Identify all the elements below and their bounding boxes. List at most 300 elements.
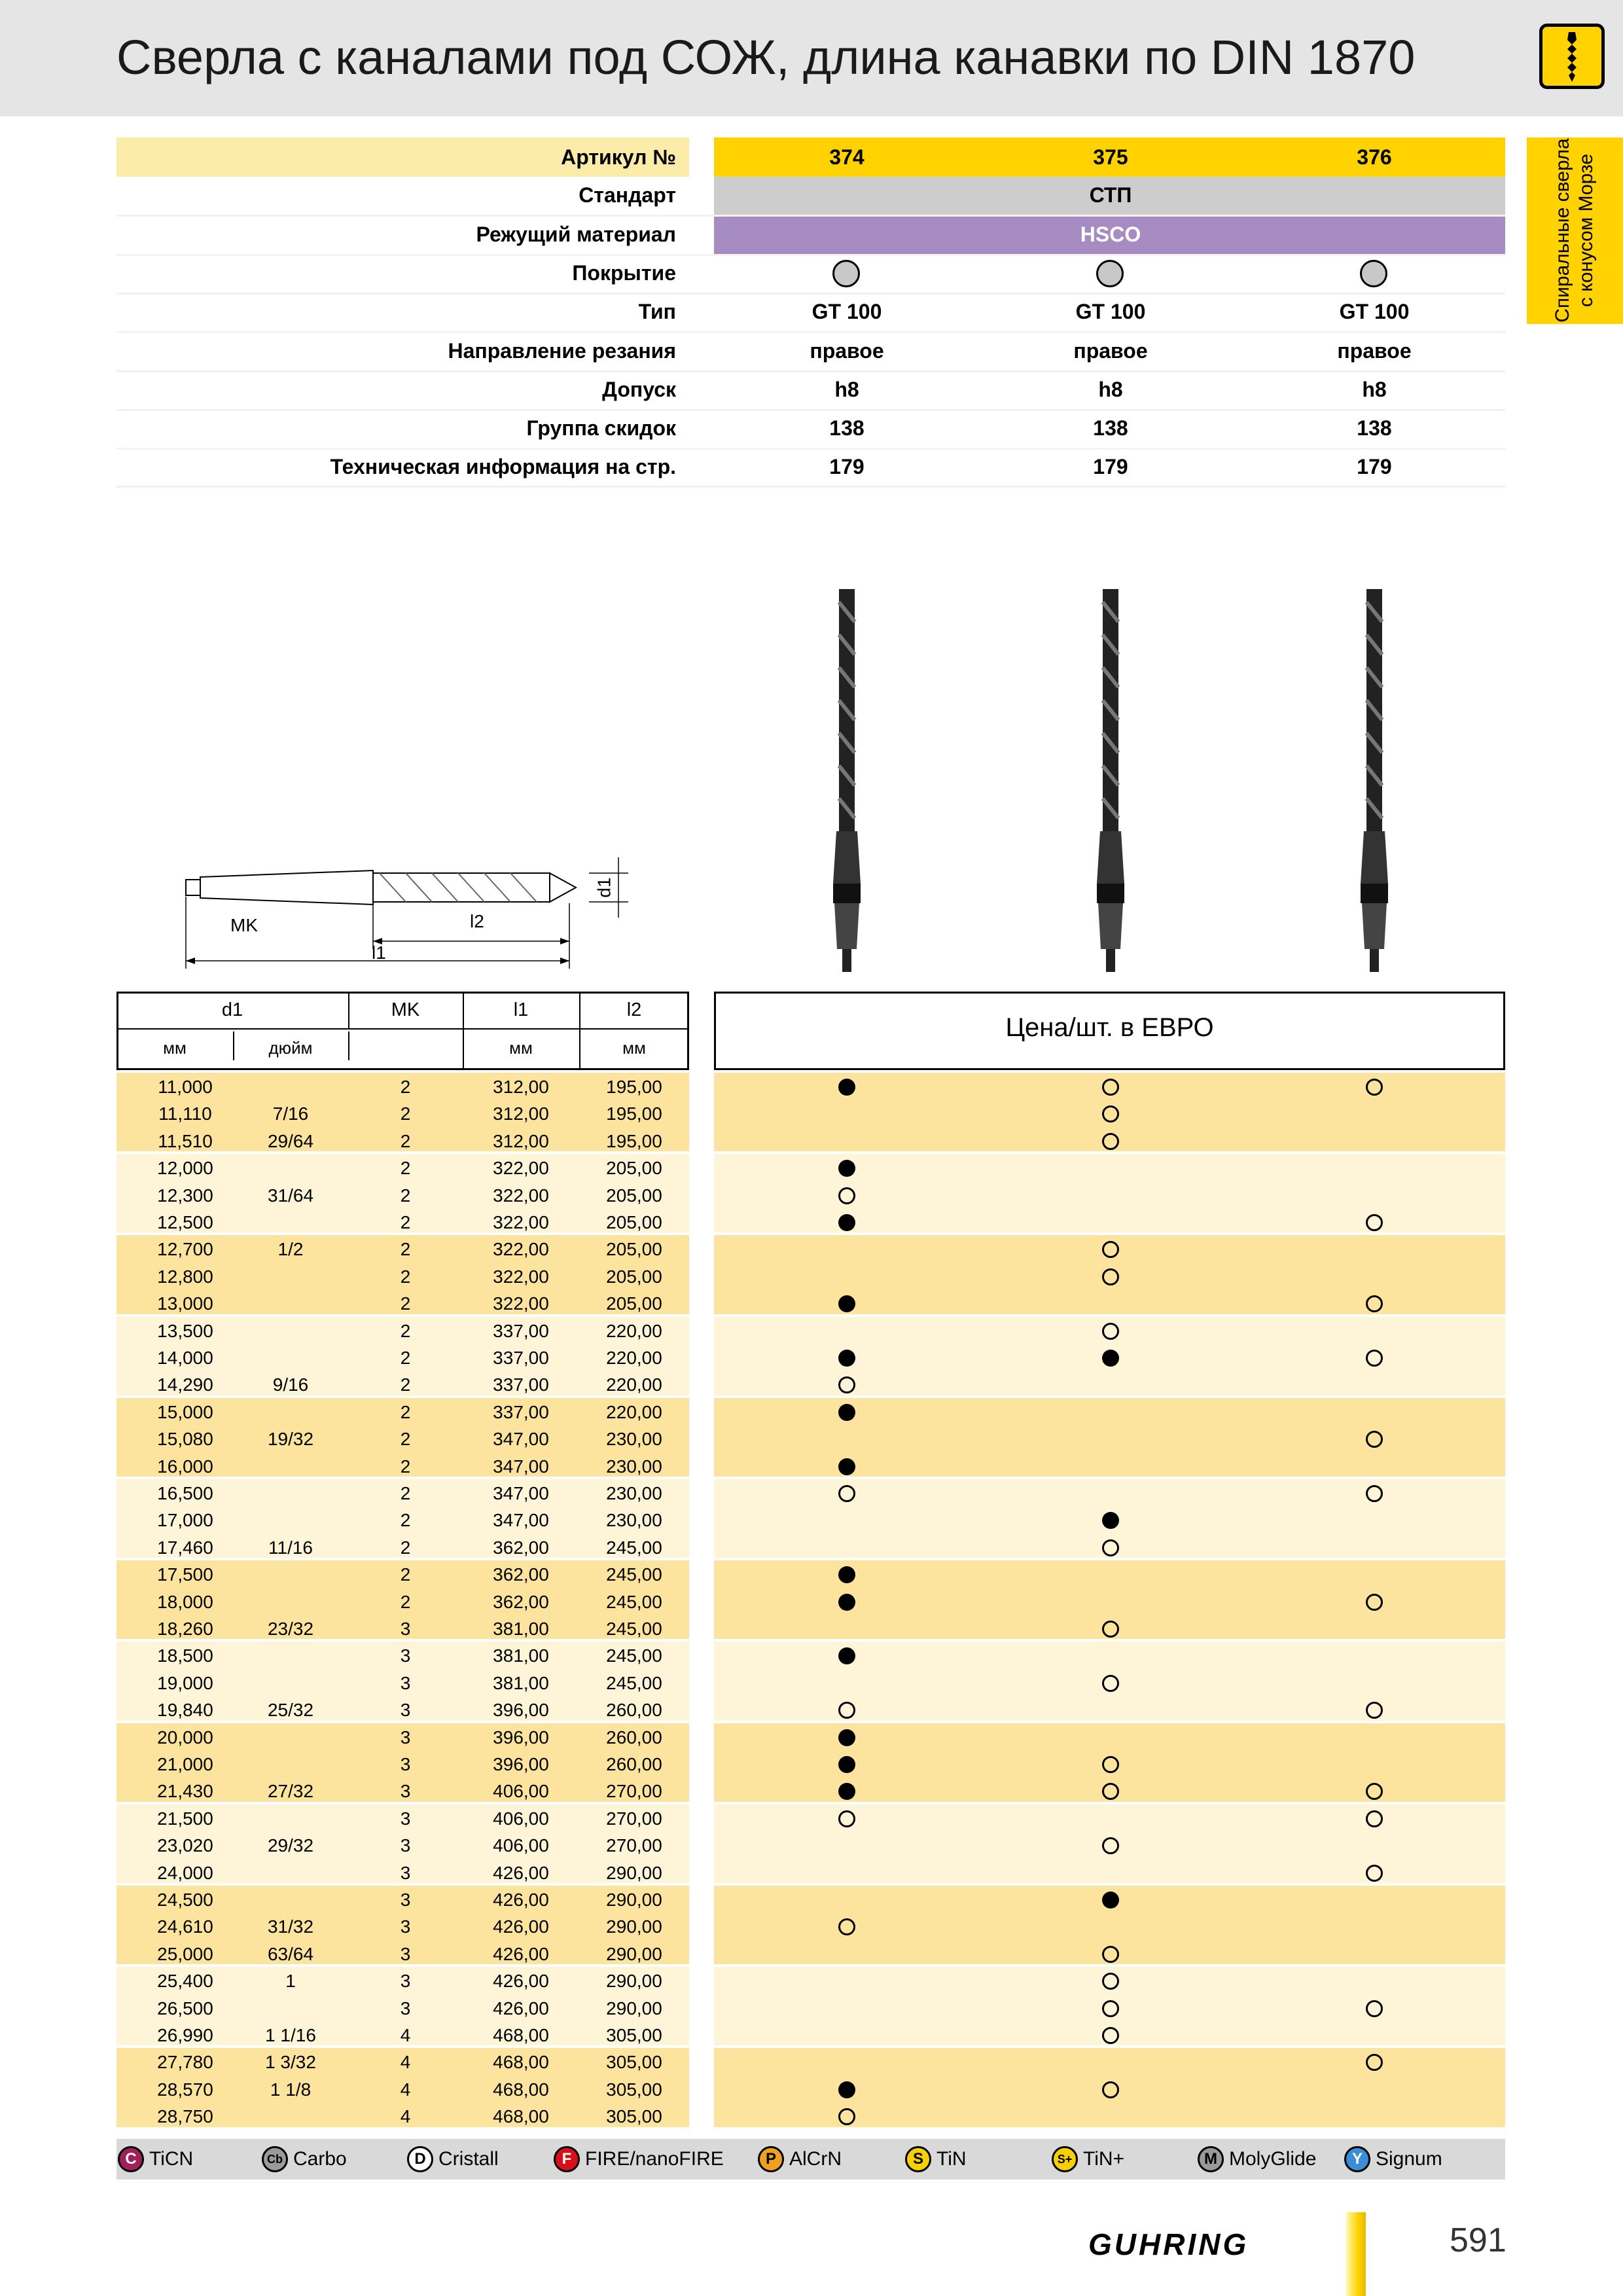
cell-flute-length: 290,00 [606,1998,662,2018]
stock-on-request-icon-376[interactable] [1366,2000,1383,2017]
cell-flute-length: 260,00 [606,1727,662,1748]
header-d1-mm: мм [163,1038,187,1058]
spec-row-divider [116,293,1505,295]
cell-diameter-mm: 14,000 [157,1348,213,1368]
cell-total-length: 347,00 [493,1429,549,1450]
cell-flute-length: 290,00 [606,1943,662,1964]
cell-diameter-mm: 12,300 [157,1185,213,1206]
stock-on-request-icon-375[interactable] [1102,1621,1119,1638]
cell-diameter-mm: 27,780 [157,2052,213,2073]
stock-on-request-icon-376[interactable] [1366,1350,1383,1367]
tech-info-375: 179 [1093,455,1128,478]
cell-diameter-mm: 17,000 [157,1510,213,1531]
cell-flute-length: 270,00 [606,1781,662,1802]
cell-morse-taper: 3 [400,1998,411,2018]
spec-row-divider [116,331,1505,333]
header-l2: l2 [626,999,642,1020]
direction-376: правое [1337,339,1412,363]
cell-total-length: 381,00 [493,1619,549,1639]
cell-morse-taper: 4 [400,2079,411,2100]
cell-diameter-mm: 24,000 [157,1862,213,1883]
cell-flute-length: 245,00 [606,1645,662,1666]
cell-flute-length: 205,00 [606,1293,662,1314]
discount-374: 138 [829,416,865,440]
cell-total-length: 468,00 [493,2052,549,2073]
spec-label-tolerance: Допуск [602,378,676,401]
spec-row-divider [116,370,1505,372]
stock-available-icon-374[interactable] [838,1594,855,1611]
cell-total-length: 347,00 [493,1456,549,1477]
cell-total-length: 337,00 [493,1401,549,1422]
cell-morse-taper: 2 [400,1103,411,1124]
cell-flute-length: 305,00 [606,2025,662,2045]
cell-morse-taper: 2 [400,1320,411,1341]
cell-diameter-mm: 11,110 [158,1103,212,1124]
cell-diameter-mm: 13,500 [157,1320,213,1341]
spec-label-direction: Направление резания [448,339,676,363]
cell-flute-length: 245,00 [606,1564,662,1585]
cell-diameter-mm: 28,750 [157,2106,213,2127]
cell-flute-length: 195,00 [606,1077,662,1097]
cell-total-length: 322,00 [493,1293,549,1314]
drill-photo-374 [817,583,876,975]
cell-morse-taper: 2 [400,1483,411,1503]
stock-available-icon-374[interactable] [838,1295,855,1312]
stock-available-icon-374[interactable] [838,1350,855,1367]
cell-diameter-inch: 29/64 [267,1130,314,1151]
cell-total-length: 396,00 [493,1700,549,1721]
cell-morse-taper: 3 [400,1754,411,1774]
cell-flute-length: 205,00 [606,1185,662,1206]
coating-fire-nanofire-icon: F [554,2146,580,2172]
coating-tin--icon: S+ [1052,2146,1078,2172]
row-group-band [714,1154,1505,1232]
cell-morse-taper: 3 [400,1916,411,1937]
cell-flute-length: 290,00 [606,1916,662,1937]
page-title: Сверла с каналами под СОЖ, длина канавки по DIN 1870 [116,30,1416,84]
cell-total-length: 468,00 [493,2106,549,2127]
cell-total-length: 322,00 [493,1212,549,1232]
header-l1-mm: мм [509,1038,533,1058]
cell-flute-length: 220,00 [606,1320,662,1341]
cell-morse-taper: 4 [400,2106,411,2127]
stock-available-icon-375[interactable] [1102,1892,1119,1909]
cell-morse-taper: 2 [400,1401,411,1422]
cell-morse-taper: 3 [400,1890,411,1910]
coating-tin-icon: S [905,2146,931,2172]
cell-morse-taper: 2 [400,1239,411,1260]
cell-diameter-mm: 26,500 [157,1998,213,2018]
cell-morse-taper: 3 [400,1781,411,1802]
cell-total-length: 396,00 [493,1727,549,1748]
stock-on-request-icon-376[interactable] [1366,1594,1383,1611]
drill-category-icon [1539,24,1605,89]
cell-morse-taper: 3 [400,1971,411,1992]
cell-diameter-mm: 21,000 [157,1754,213,1774]
cell-diameter-inch: 9/16 [272,1374,309,1395]
cell-diameter-mm: 16,500 [157,1483,213,1503]
drill-photo-375 [1081,583,1140,975]
cell-flute-length: 205,00 [606,1239,662,1260]
tolerance-374: h8 [834,378,859,401]
stock-on-request-icon-375[interactable] [1102,2000,1119,2017]
cell-total-length: 406,00 [493,1781,549,1802]
stock-available-icon-374[interactable] [838,1729,855,1746]
coating-uncoated-icon [832,260,860,287]
cell-flute-length: 195,00 [606,1103,662,1124]
spec-row-divider [116,409,1505,411]
stock-on-request-icon-376[interactable] [1366,1214,1383,1231]
cell-morse-taper: 3 [400,1645,411,1666]
cell-flute-length: 230,00 [606,1429,662,1450]
cell-total-length: 468,00 [493,2025,549,2045]
header-col-divider [348,1031,349,1060]
cell-total-length: 337,00 [493,1374,549,1395]
cell-diameter-mm: 15,080 [157,1429,213,1450]
stock-on-request-icon-375[interactable] [1102,1268,1119,1285]
stock-on-request-icon-374[interactable] [838,1485,855,1502]
cell-flute-length: 220,00 [606,1374,662,1395]
diagram-label-l2: l2 [470,911,484,931]
cell-diameter-mm: 11,510 [158,1130,213,1151]
cell-morse-taper: 3 [400,1943,411,1964]
diagram-label-l1: l1 [372,942,386,963]
cell-flute-length: 245,00 [606,1537,662,1558]
cell-total-length: 312,00 [493,1103,549,1124]
stock-on-request-icon-374[interactable] [838,2108,855,2125]
standard-value: СТП [1089,183,1132,207]
cell-morse-taper: 2 [400,1456,411,1477]
coating-legend-label: TiN+ [1083,2148,1125,2170]
spec-row-divider [116,448,1505,450]
cell-morse-taper: 3 [400,1619,411,1639]
coating-ticn-icon: C [118,2146,144,2172]
cell-morse-taper: 3 [400,1672,411,1693]
stock-on-request-icon-375[interactable] [1102,1323,1119,1340]
side-tab-label: Спиральные сверла с конусом Морзе [1552,138,1597,323]
stock-on-request-icon-374[interactable] [838,1810,855,1827]
spec-label-type: Тип [638,300,676,323]
cell-total-length: 426,00 [493,1916,549,1937]
cell-flute-length: 305,00 [606,2079,662,2100]
coating-uncoated-icon [1360,260,1387,287]
cell-flute-length: 205,00 [606,1158,662,1179]
direction-374: правое [810,339,884,363]
stock-on-request-icon-376[interactable] [1366,1485,1383,1502]
diagram-label-mk: MK [230,915,258,935]
cell-morse-taper: 2 [400,1293,411,1314]
cell-diameter-inch: 23/32 [267,1619,314,1639]
article-374: 374 [829,145,865,169]
stock-available-icon-374[interactable] [838,2081,855,2098]
cell-total-length: 396,00 [493,1754,549,1774]
cell-diameter-mm: 21,430 [157,1781,213,1802]
cell-diameter-mm: 11,000 [158,1077,213,1097]
cell-morse-taper: 4 [400,2025,411,2045]
cell-morse-taper: 3 [400,1835,411,1856]
cell-diameter-inch: 1 [285,1971,296,1992]
cell-total-length: 406,00 [493,1835,549,1856]
cell-diameter-mm: 25,400 [157,1971,213,1992]
cell-morse-taper: 2 [400,1564,411,1585]
cell-diameter-mm: 18,500 [157,1645,213,1666]
stock-available-icon-374[interactable] [838,1404,855,1421]
cell-total-length: 322,00 [493,1185,549,1206]
coating-legend-label: AlCrN [789,2148,842,2170]
cell-diameter-mm: 14,290 [157,1374,213,1395]
header-d1: d1 [221,999,243,1020]
stock-on-request-icon-376[interactable] [1366,1865,1383,1882]
cell-total-length: 312,00 [493,1077,549,1097]
drill-photo-376 [1345,583,1404,975]
coating-uncoated-icon [1096,260,1124,287]
cell-flute-length: 230,00 [606,1456,662,1477]
article-376: 376 [1357,145,1392,169]
stock-on-request-icon-376[interactable] [1366,1079,1383,1096]
tolerance-376: h8 [1362,378,1387,401]
stock-available-icon-374[interactable] [838,1756,855,1773]
coating-carbo-icon: Cb [262,2146,288,2172]
cell-morse-taper: 2 [400,1266,411,1287]
spec-row-divider [116,486,1505,488]
cell-flute-length: 230,00 [606,1483,662,1503]
coating-legend-label: FIRE/nanoFIRE [585,2148,724,2170]
cell-diameter-mm: 25,000 [157,1943,213,1964]
cell-flute-length: 270,00 [606,1808,662,1829]
drill-dimension-diagram [177,844,648,975]
cell-total-length: 406,00 [493,1808,549,1829]
stock-on-request-icon-376[interactable] [1366,1431,1383,1448]
stock-on-request-icon-375[interactable] [1102,1675,1119,1692]
cell-morse-taper: 3 [400,1727,411,1748]
cell-total-length: 426,00 [493,1943,549,1964]
cell-total-length: 426,00 [493,1862,549,1883]
cell-flute-length: 270,00 [606,1835,662,1856]
cell-total-length: 322,00 [493,1266,549,1287]
tolerance-375: h8 [1098,378,1123,401]
stock-on-request-icon-375[interactable] [1102,1539,1119,1556]
cell-diameter-inch: 7/16 [272,1103,309,1124]
cell-flute-length: 205,00 [606,1212,662,1232]
cell-diameter-mm: 15,000 [157,1401,213,1422]
spec-label-tech-info: Техническая информация на стр. [330,455,676,478]
cell-total-length: 347,00 [493,1483,549,1503]
coating-legend-label: Signum [1376,2148,1442,2170]
cell-diameter-inch: 1/2 [277,1239,304,1260]
cell-diameter-mm: 28,570 [157,2079,213,2100]
cell-total-length: 381,00 [493,1645,549,1666]
header-l1: l1 [513,999,529,1020]
discount-376: 138 [1357,416,1392,440]
cell-total-length: 381,00 [493,1672,549,1693]
cell-flute-length: 195,00 [606,1130,662,1151]
direction-375: правое [1073,339,1148,363]
cell-total-length: 362,00 [493,1564,549,1585]
cell-total-length: 322,00 [493,1239,549,1260]
cell-morse-taper: 2 [400,1130,411,1151]
stock-available-icon-374[interactable] [838,1214,855,1231]
coating-legend-label: TiCN [149,2148,194,2170]
cell-morse-taper: 4 [400,2052,411,2073]
cell-total-length: 347,00 [493,1510,549,1531]
cell-diameter-inch: 1 1/16 [265,2025,316,2045]
cell-flute-length: 245,00 [606,1672,662,1693]
cell-morse-taper: 2 [400,1510,411,1531]
stock-on-request-icon-374[interactable] [838,1702,855,1719]
tech-info-376: 179 [1357,455,1392,478]
cell-total-length: 362,00 [493,1591,549,1612]
cell-diameter-mm: 19,000 [157,1672,213,1693]
stock-on-request-icon-375[interactable] [1102,1133,1119,1150]
cell-flute-length: 220,00 [606,1401,662,1422]
cell-total-length: 337,00 [493,1348,549,1368]
discount-375: 138 [1093,416,1128,440]
material-value: HSCO [1080,223,1141,246]
stock-on-request-icon-374[interactable] [838,1187,855,1204]
cell-total-length: 426,00 [493,1998,549,2018]
stock-available-icon-374[interactable] [838,1566,855,1583]
cell-morse-taper: 2 [400,1212,411,1232]
cell-diameter-mm: 12,800 [157,1266,213,1287]
cell-diameter-inch: 1 3/32 [265,2052,316,2073]
cell-flute-length: 260,00 [606,1700,662,1721]
spec-label-material: Режущий материал [476,223,676,246]
stock-on-request-icon-375[interactable] [1102,2027,1119,2044]
header-divider [116,1028,689,1030]
cell-diameter-mm: 12,500 [157,1212,213,1232]
coating-legend-label: MolyGlide [1229,2148,1317,2170]
spec-row-divider [116,254,1505,256]
cell-diameter-inch: 63/64 [267,1943,314,1964]
cell-diameter-mm: 19,840 [157,1700,213,1721]
stock-available-icon-374[interactable] [838,1079,855,1096]
cell-diameter-mm: 12,700 [157,1239,213,1260]
cell-flute-length: 290,00 [606,1971,662,1992]
cell-diameter-mm: 17,500 [157,1564,213,1585]
price-header: Цена/шт. в ЕВРО [1005,1013,1214,1042]
stock-available-icon-374[interactable] [838,1160,855,1177]
coating-legend-label: Carbo [293,2148,347,2170]
spec-label-discount: Группа скидок [526,416,676,440]
tech-info-374: 179 [829,455,865,478]
cell-diameter-inch: 31/64 [267,1185,314,1206]
cell-total-length: 426,00 [493,1890,549,1910]
cell-diameter-mm: 24,500 [157,1890,213,1910]
cell-flute-length: 305,00 [606,2106,662,2127]
cell-diameter-mm: 18,000 [157,1591,213,1612]
stock-on-request-icon-375[interactable] [1102,2081,1119,2098]
coating-signum-icon: Y [1344,2146,1370,2172]
cell-morse-taper: 2 [400,1429,411,1450]
stock-on-request-icon-375[interactable] [1102,1756,1119,1773]
spec-label-standard: Стандарт [579,183,676,207]
header-mk: MK [391,999,420,1020]
cell-morse-taper: 2 [400,1077,411,1097]
cell-diameter-inch: 27/32 [267,1781,314,1802]
cell-total-length: 337,00 [493,1320,549,1341]
cell-flute-length: 245,00 [606,1591,662,1612]
cell-diameter-mm: 18,260 [157,1619,213,1639]
cell-morse-taper: 2 [400,1158,411,1179]
cell-morse-taper: 2 [400,1348,411,1368]
cell-diameter-inch: 1 1/8 [270,2079,312,2100]
cell-diameter-mm: 26,990 [157,2025,213,2045]
type-376: GT 100 [1339,300,1410,323]
cell-diameter-mm: 17,460 [157,1537,213,1558]
cell-diameter-mm: 21,500 [157,1808,213,1829]
cell-diameter-mm: 23,020 [157,1835,213,1856]
cell-flute-length: 245,00 [606,1619,662,1639]
cell-total-length: 426,00 [493,1971,549,1992]
cell-morse-taper: 3 [400,1700,411,1721]
coating-legend-label: TiN [936,2148,967,2170]
cell-diameter-inch: 11/16 [268,1537,313,1558]
stock-on-request-icon-376[interactable] [1366,1702,1383,1719]
cell-diameter-mm: 12,000 [157,1158,213,1179]
coating-cristall-icon: D [407,2146,433,2172]
cell-total-length: 468,00 [493,2079,549,2100]
cell-flute-length: 290,00 [606,1862,662,1883]
cell-morse-taper: 3 [400,1862,411,1883]
cell-flute-length: 305,00 [606,2052,662,2073]
cell-flute-length: 290,00 [606,1890,662,1910]
stock-on-request-icon-375[interactable] [1102,1079,1119,1096]
stock-on-request-icon-375[interactable] [1102,1973,1119,1990]
stock-available-icon-375[interactable] [1102,1350,1119,1367]
cell-diameter-inch: 19/32 [267,1429,314,1450]
cell-morse-taper: 2 [400,1185,411,1206]
stock-available-icon-374[interactable] [838,1458,855,1475]
cell-total-length: 322,00 [493,1158,549,1179]
cell-diameter-mm: 13,000 [157,1293,213,1314]
stock-on-request-icon-375[interactable] [1102,1837,1119,1854]
spec-label-coating: Покрытие [572,261,676,285]
cell-diameter-inch: 29/32 [267,1835,314,1856]
article-375: 375 [1093,145,1128,169]
diagram-label-d1: d1 [594,877,615,898]
cell-diameter-mm: 16,000 [157,1456,213,1477]
cell-flute-length: 230,00 [606,1510,662,1531]
type-375: GT 100 [1075,300,1146,323]
cell-morse-taper: 2 [400,1537,411,1558]
cell-morse-taper: 3 [400,1808,411,1829]
cell-total-length: 362,00 [493,1537,549,1558]
cell-flute-length: 220,00 [606,1348,662,1368]
coating-molyglide-icon: M [1198,2146,1224,2172]
spec-row-divider [116,215,1505,217]
header-d1-inch: дюйм [268,1038,313,1058]
brand-logo: GUHRING [1088,2227,1249,2261]
stock-on-request-icon-376[interactable] [1366,1295,1383,1312]
page-number: 591 [1450,2221,1507,2259]
cell-diameter-inch: 25/32 [267,1700,314,1721]
brand-stripe [1346,2212,1366,2296]
cell-diameter-mm: 20,000 [157,1727,213,1748]
cell-diameter-inch: 31/32 [267,1916,314,1937]
stock-on-request-icon-376[interactable] [1366,1810,1383,1827]
cell-total-length: 312,00 [493,1130,549,1151]
cell-morse-taper: 2 [400,1591,411,1612]
cell-morse-taper: 2 [400,1374,411,1395]
cell-flute-length: 205,00 [606,1266,662,1287]
header-l2-mm: мм [622,1038,646,1058]
row-group-band [714,1398,1505,1477]
spec-label-article: Артикул № [561,145,676,169]
type-374: GT 100 [812,300,882,323]
coating-alcrn-icon: P [758,2146,784,2172]
stock-on-request-icon-375[interactable] [1102,1946,1119,1963]
cell-diameter-mm: 24,610 [157,1916,213,1937]
